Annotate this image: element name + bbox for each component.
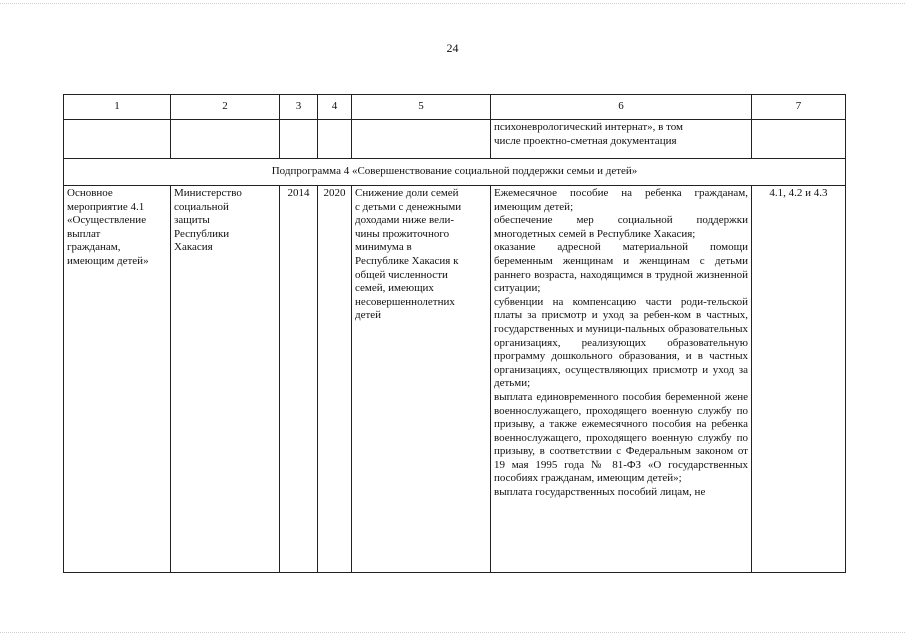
measure-contents [491,186,752,573]
content-paragraph: выплата единовременного пособия беременной жене военнослужащего, проходящего военную службу по призыву, а также ежемесячного пособия на ребенка военнослужащего, проходящего военную службу по призыву, в соответствии с Федеральным законом от 19 мая 1995 года № 81-ФЗ «О государственных пособиях гражданам, имеющим детей»; [494,390,748,485]
content-paragraph: оказание адресной материальной помощи беременным женщинам и женщинам с детьми раннего возраста, находящимся в трудной жизненной ситуации; [494,241,748,295]
header-col-2: 2 [171,95,280,120]
program-table [63,94,846,573]
end-year: 2020 [318,186,352,573]
header-col-4: 4 [318,95,352,120]
page-number: 24 [446,41,459,55]
measure-name: Основное мероприятие 4.1 «Осуществление выплат гражданам, имеющим детей» [64,186,171,573]
related-indicators: 4.1, 4.2 и 4.3 [752,186,846,573]
header-col-7: 7 [752,95,846,120]
continuation-cell-2 [171,120,280,159]
continuation-cell-1 [64,120,171,159]
header-col-3: 3 [280,95,318,120]
content-paragraph: субвенции на компенсацию части роди-тельской платы за присмотр и уход за ребен-ком в частных, государственных и муници-пальных образовательных организациях, реализующих образовательную программу дошкольного образования, и в частных организациях, осуществляющих присмотр и уход за детьми; [494,295,748,390]
content-paragraph: обеспечение мер социальной поддержки многодетных семей в Республике Хакасия; [494,214,748,240]
scan-artifact-top [0,3,905,4]
start-year: 2014 [280,186,318,573]
subprogram-title: Подпрограмма 4 «Совершенствование социальной поддержки семьи и детей» [64,159,846,186]
continuation-cell-3 [280,120,318,159]
content-paragraph: Ежемесячное пособие на ребенка гражданам, имеющим детей; [494,187,748,213]
continuation-row [64,120,846,159]
continuation-cell-5 [352,120,491,159]
header-col-1: 1 [64,95,171,120]
continuation-text: психоневрологический интернат», в том числе проектно-сметная документация [491,120,752,159]
content-paragraph: выплата государственных пособий лицам, не [494,486,706,499]
header-col-6: 6 [491,95,752,120]
subprogram-row [64,159,846,186]
header-row [64,95,846,120]
continuation-cell-4 [318,120,352,159]
expected-result: Снижение доли семей с детьми с денежными доходами ниже вели- чины прожиточного минимума в Республике Хакасия к общей численности семей, имеющих несовершеннолетних детей [352,186,491,573]
measure-row [64,186,846,573]
continuation-cell-7 [752,120,846,159]
scan-artifact-bottom [0,632,905,633]
responsible-executor: Министерство социальной защиты Республики Хакасия [171,186,280,573]
header-col-5: 5 [352,95,491,120]
